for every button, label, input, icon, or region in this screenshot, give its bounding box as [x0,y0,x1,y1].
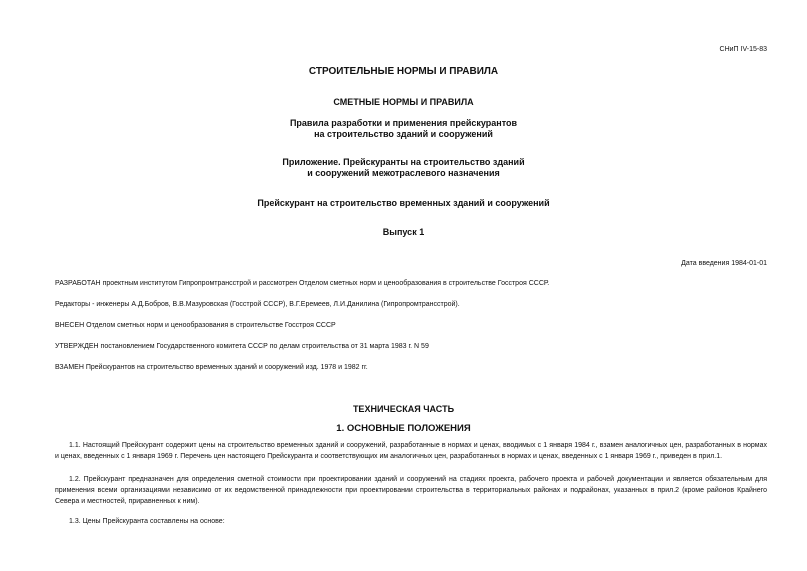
effective-date: Дата введения 1984-01-01 [681,260,767,267]
paragraph-1-1: 1.1. Настоящий Прейскурант содержит цены на строительство временных зданий и сооружений, разработанные в нормах и ценах, вводимых с 1 января 1984 г., взамен аналогичных цен, разработанных в нормах и ценах, введенных с 1 января 1969 г. Перечень цен настоящего Прейскуранта и соответствующих им аналогичных цен, разработанных в нормах и ценах, введенных с 1 января 1969 г., приведен в прил.1. [55,442,767,460]
introduced-text: Отделом сметных норм и ценообразования в строительстве Госстроя СССР [84,322,336,329]
replaces-label: ВЗАМЕН [55,364,84,371]
main-title: СТРОИТЕЛЬНЫЕ НОРМЫ И ПРАВИЛА [308,66,499,77]
appendix-title-line2: и сооружений межотраслевого назначения [307,168,500,178]
issue-number: Выпуск 1 [382,227,425,237]
replaces-text: Прейскурантов на строительство временных зданий и сооружений изд. 1978 и 1982 гг. [83,364,368,371]
subtitle: СМЕТНЫЕ НОРМЫ И ПРАВИЛА [333,97,474,107]
replaces-line [55,364,368,371]
rules-title-line2: на строительство зданий и сооружений [314,129,493,139]
paragraph-1-3: 1.3. Цены Прейскуранта составлены на основе: [69,518,225,525]
rules-title [0,118,807,140]
technical-part-heading: ТЕХНИЧЕСКАЯ ЧАСТЬ [352,404,455,414]
price-list-title: Прейскурант на строительство временных зданий и сооружений [257,198,550,208]
approved-line [55,343,429,350]
appendix-title [0,157,807,179]
approved-label: УТВЕРЖДЕН [55,343,99,350]
introduced-line [55,322,336,329]
paragraph-1-2: 1.2. Прейскурант предназначен для определения сметной стоимости при проектировании зданий и сооружений на стадиях проекта, рабочего проекта и рабочей документации и является обязательным для применения всеми организациями независимо от их ведомственной принадлежности при проектировании строительства в территориальных районах и подрайонах, указанных в прил.2 (кроме районов Крайнего Севера и местностей, приравненных к ним). [55,476,767,505]
document-code: СНиП IV-15-83 [719,46,767,53]
section-heading: 1. ОСНОВНЫЕ ПОЛОЖЕНИЯ [336,423,471,434]
appendix-title-line1: Приложение. Прейскуранты на строительство зданий [282,157,525,167]
introduced-label: ВНЕСЕН [55,322,85,329]
developed-text: проектным институтом Гипропромтрансстрой и рассмотрен Отделом сметных норм и ценообразования в строительстве Госстроя СССР. [100,280,550,287]
developed-label: РАЗРАБОТАН [55,280,101,287]
developed-line [55,280,549,287]
approved-text: постановлением Государственного комитета СССР по делам строительства от 31 марта 1983 г. N 59 [98,343,429,350]
editors-line: Редакторы - инженеры А.Д.Бобров, В.В.Мазуровская (Госстрой СССР), В.Г.Еремеев, Л.И.Данилина (Гипропромтрансстрой). [55,301,460,308]
rules-title-line1: Правила разработки и применения прейскурантов [289,118,518,128]
